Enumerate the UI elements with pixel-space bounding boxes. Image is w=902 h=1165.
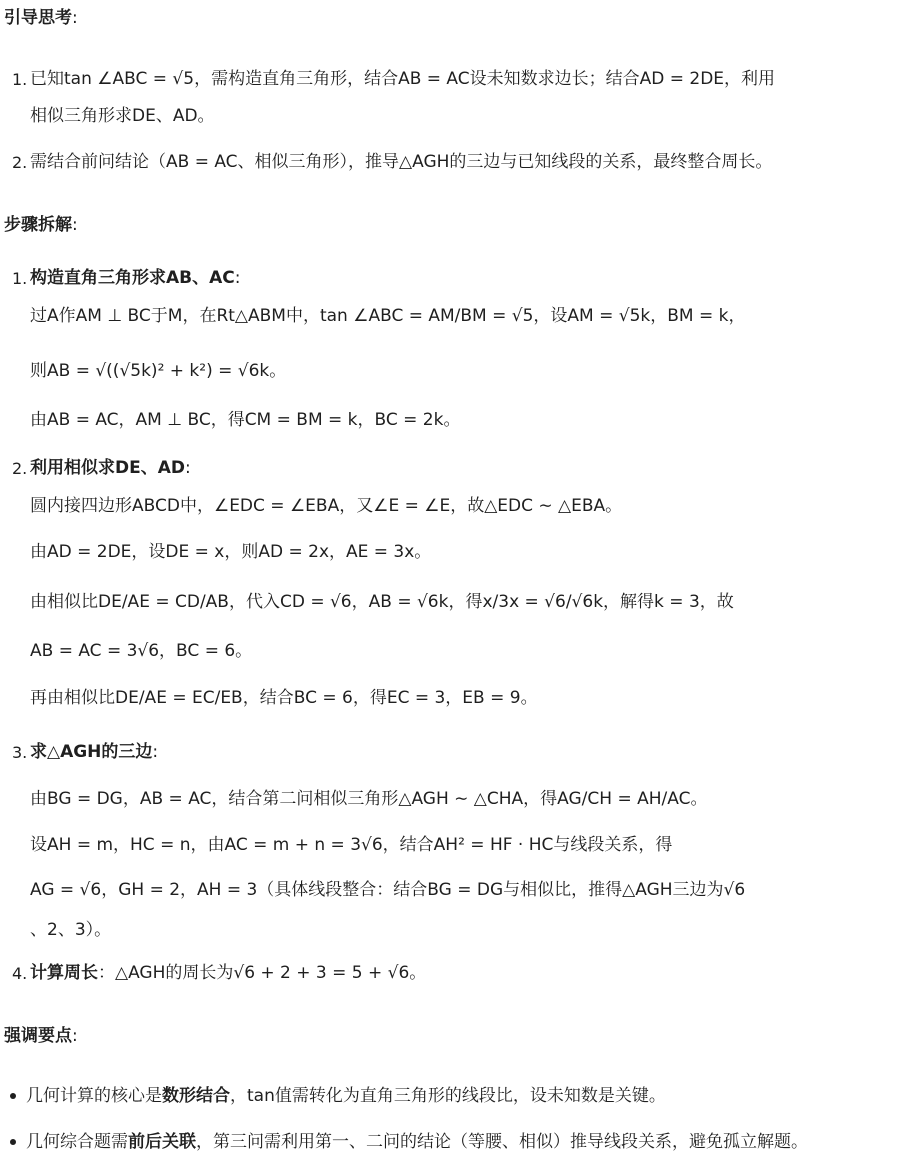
step-line: AB = AC = 3√6，BC = 6。 <box>30 641 253 661</box>
step-number: 2. <box>12 459 28 478</box>
emphasis-item: 几何综合题需前后关联，第三问需利用第一、二问的结论（等腰、相似）推导线段关系，避免孤立解题。 <box>26 1132 808 1152</box>
step-heading: 计算周长：△AGH的周长为√6 + 2 + 3 = 5 + √6。 <box>30 963 427 983</box>
step-number: 4. <box>12 964 28 983</box>
emphasis-item: 几何计算的核心是数形结合，tan值需转化为直角三角形的线段比，设未知数是关键。 <box>26 1086 666 1106</box>
guide-item-line: 已知tan ∠ABC = √5，需构造直角三角形，结合AB = AC设未知数求边长；结合AD = 2DE，利用 <box>30 69 776 89</box>
step-line: 由BG = DG，AB = AC，结合第二问相似三角形△AGH ∼ △CHA，得AG/CH = AH/AC。 <box>30 789 708 809</box>
step-line: 设AH = m，HC = n，由AC = m + n = 3√6，结合AH² = HF · HC与线段关系，得 <box>30 835 673 855</box>
step-number: 1. <box>12 269 28 288</box>
step-line: 、2、3）。 <box>30 920 112 940</box>
step-line: 则AB = √((√5k)² + k²) = √6k。 <box>30 361 287 381</box>
bullet-icon <box>10 1093 16 1099</box>
step-heading: 利用相似求DE、AD: <box>30 458 191 478</box>
step-line: 过A作AM ⊥ BC于M，在Rt△ABM中，tan ∠ABC = AM/BM = √5，设AM = √5k，BM = k， <box>30 306 746 326</box>
bullet-icon <box>10 1139 16 1145</box>
guide-item-number: 1. <box>12 70 28 89</box>
guide-item-line: 需结合前问结论（AB = AC、相似三角形），推导△AGH的三边与已知线段的关系，最终整合周长。 <box>30 152 773 172</box>
emphasis-title: 强调要点: <box>4 1026 78 1046</box>
step-line: AG = √6，GH = 2，AH = 3（具体线段整合：结合BG = DG与相似比，推得△AGH三边为√6 <box>30 880 746 900</box>
step-number: 3. <box>12 743 28 762</box>
step-line: 再由相似比DE/AE = EC/EB，结合BC = 6，得EC = 3，EB = 9。 <box>30 688 538 708</box>
guide-item-line: 相似三角形求DE、AD。 <box>30 106 215 126</box>
steps-title: 步骤拆解: <box>4 215 78 235</box>
guide-title: 引导思考: <box>4 8 78 28</box>
step-line: 由相似比DE/AE = CD/AB，代入CD = √6，AB = √6k，得x/3x = √6/√6k，解得k = 3，故 <box>30 592 734 612</box>
guide-item-number: 2. <box>12 153 28 172</box>
step-heading: 构造直角三角形求AB、AC: <box>30 268 241 288</box>
step-line: 由AB = AC，AM ⊥ BC，得CM = BM = k，BC = 2k。 <box>30 410 461 430</box>
step-line: 圆内接四边形ABCD中，∠EDC = ∠EBA，又∠E = ∠E，故△EDC ∼ △EBA。 <box>30 496 623 516</box>
step-heading: 求△AGH的三边: <box>30 742 159 762</box>
step-line: 由AD = 2DE，设DE = x，则AD = 2x，AE = 3x。 <box>30 542 432 562</box>
